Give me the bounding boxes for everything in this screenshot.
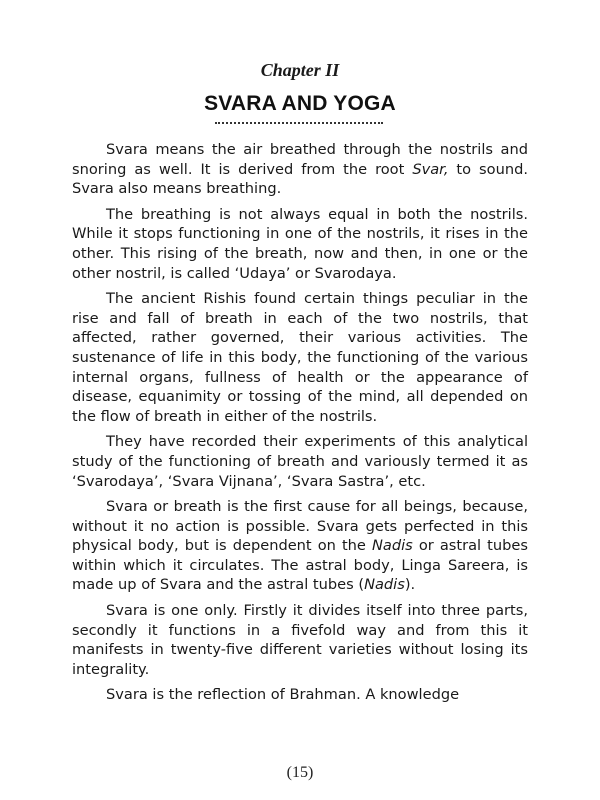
- title-underline: [215, 122, 383, 124]
- paragraph-1: Svara means the air breathed through the nostrils and snoring as well. It is derived from the root Svar, to sound. Svara also means breathing.: [72, 141, 528, 198]
- body-text: [72, 140, 528, 711]
- chapter-label: Chapter II: [260, 60, 340, 80]
- chapter-title: SVARA AND YOGA: [204, 92, 396, 115]
- paragraph-5: Svara or breath is the first cause for all beings, because, without it no action is possible. Svara gets perfected in this physical body, but is dependent on the Nadis or astral tubes within which it circulates. The astral body, Linga Sareera, is made up of Svara and the astral tubes (Nadis).: [72, 498, 528, 594]
- paragraph-7: Svara is the reflection of Brahman. A knowledge: [106, 686, 460, 704]
- paragraph-6: Svara is one only. Firstly it divides itself into three parts, secondly it functions in a fivefold way and from this it manifests in twenty-five different varieties without losing its integrality.: [72, 602, 528, 678]
- page-number: (15): [286, 764, 314, 781]
- paragraph-4: They have recorded their experiments of this analytical study of the functioning of breath and variously termed it as ‘Svarodaya’, ‘Svara Vijnana’, ‘Svara Sastra’, etc.: [72, 433, 528, 490]
- paragraph-3: The ancient Rishis found certain things peculiar in the rise and fall of breath in each of the two nostrils, that affected, rather governed, their various activities. The sustenance of life in this body, the functioning of the various internal organs, fullness of health or the appearance of disease, equanimity or tossing of the mind, all depended on the flow of breath in either of the nostrils.: [72, 290, 528, 425]
- paragraph-2: The breathing is not always equal in both the nostrils. While it stops functioning in one of the nostrils, it rises in the other. This rising of the breath, now and then, in one or the other nostril, is called ‘Udaya’ or Svarodaya.: [72, 205, 528, 282]
